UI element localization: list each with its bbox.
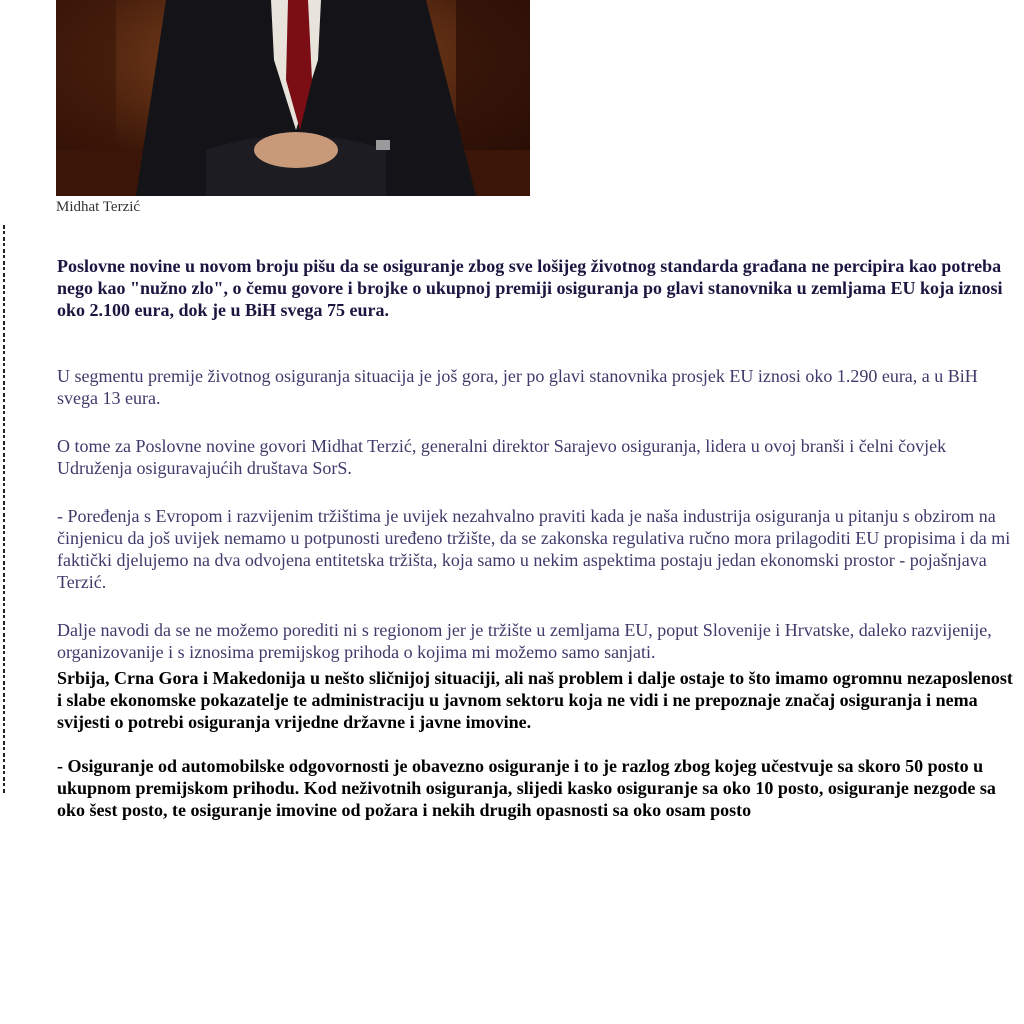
article-lead: Poslovne novine u novom broju pišu da se osiguranje zbog sve lošijeg životnog standarda građana ne percipira kao potreba nego kao "nužno zlo", o čemu govore i brojke o ukupnoj premiji osiguranja po glavi stanovnika u zemljama EU koja iznosi oko 2.100 eura, dok je u BiH svega 75 eura. bbox=[57, 256, 1003, 320]
side-rule bbox=[3, 225, 5, 795]
article-body bbox=[57, 255, 1017, 843]
photo-caption: Midhat Terzić bbox=[56, 199, 141, 215]
article-paragraph: U segmentu premije životnog osiguranja situacija je još gora, jer po glavi stanovnika prosjek EU iznosi oko 1.290 eura, a u BiH svega 13 eura. bbox=[57, 366, 978, 408]
article-paragraph: O tome za Poslovne novine govori Midhat Terzić, generalni direktor Sarajevo osiguranja, lidera u ovoj branši i čelni čovjek Udruženja osiguravajućih društava SorS. bbox=[57, 436, 947, 478]
article-paragraph: Dalje navodi da se ne možemo porediti ni s regionom jer je tržište u zemljama EU, poput Slovenije i Hrvatske, daleko razvijenije, organizovanije i s iznosima premijskog prihoda o kojima mi možemo samo sanjati. bbox=[57, 620, 992, 662]
article-paragraph: - Poređenja s Evropom i razvijenim tržištima je uvijek nezahvalno praviti kada je naša industrija osiguranja u pitanju s obzirom na činjenicu da još uvijek nemamo u potpunosti uređeno tržište, da se zakonska regulativa ručno mora prilagoditi EU propisima i da mi faktički djelujemo na dva odvojena entitetska tržišta, koja samo u nekim aspektima postaju jedan ekonomski prostor - pojašnjava Terzić. bbox=[57, 506, 1011, 592]
portrait-photo-icon bbox=[56, 0, 530, 196]
article-paragraph-bold: Srbija, Crna Gora i Makedonija u nešto sličnijoj situaciji, ali naš problem i dalje ostaje to što imamo ogromnu nezaposlenost i slabe ekonomske pokazatelje te administraciju u javnom sektoru koja ne vidi i ne prepoznaje značaj osiguranja i nema svijesti o potrebi osiguranja vrijedne državne i javne imovine. bbox=[57, 668, 1013, 732]
portrait-photo bbox=[56, 0, 530, 196]
article-paragraph-bold: - Osiguranje od automobilske odgovornosti je obavezno osiguranje i to je razlog zbog kojeg učestvuje sa skoro 50 posto u ukupnom premijskom prihodu. Kod neživotnih osiguranja, slijedi kasko osiguranje sa oko 10 posto, osiguranje nezgode sa oko šest posto, te osiguranje imovine od požara i nekih drugih opasnosti sa oko osam posto bbox=[57, 756, 996, 820]
